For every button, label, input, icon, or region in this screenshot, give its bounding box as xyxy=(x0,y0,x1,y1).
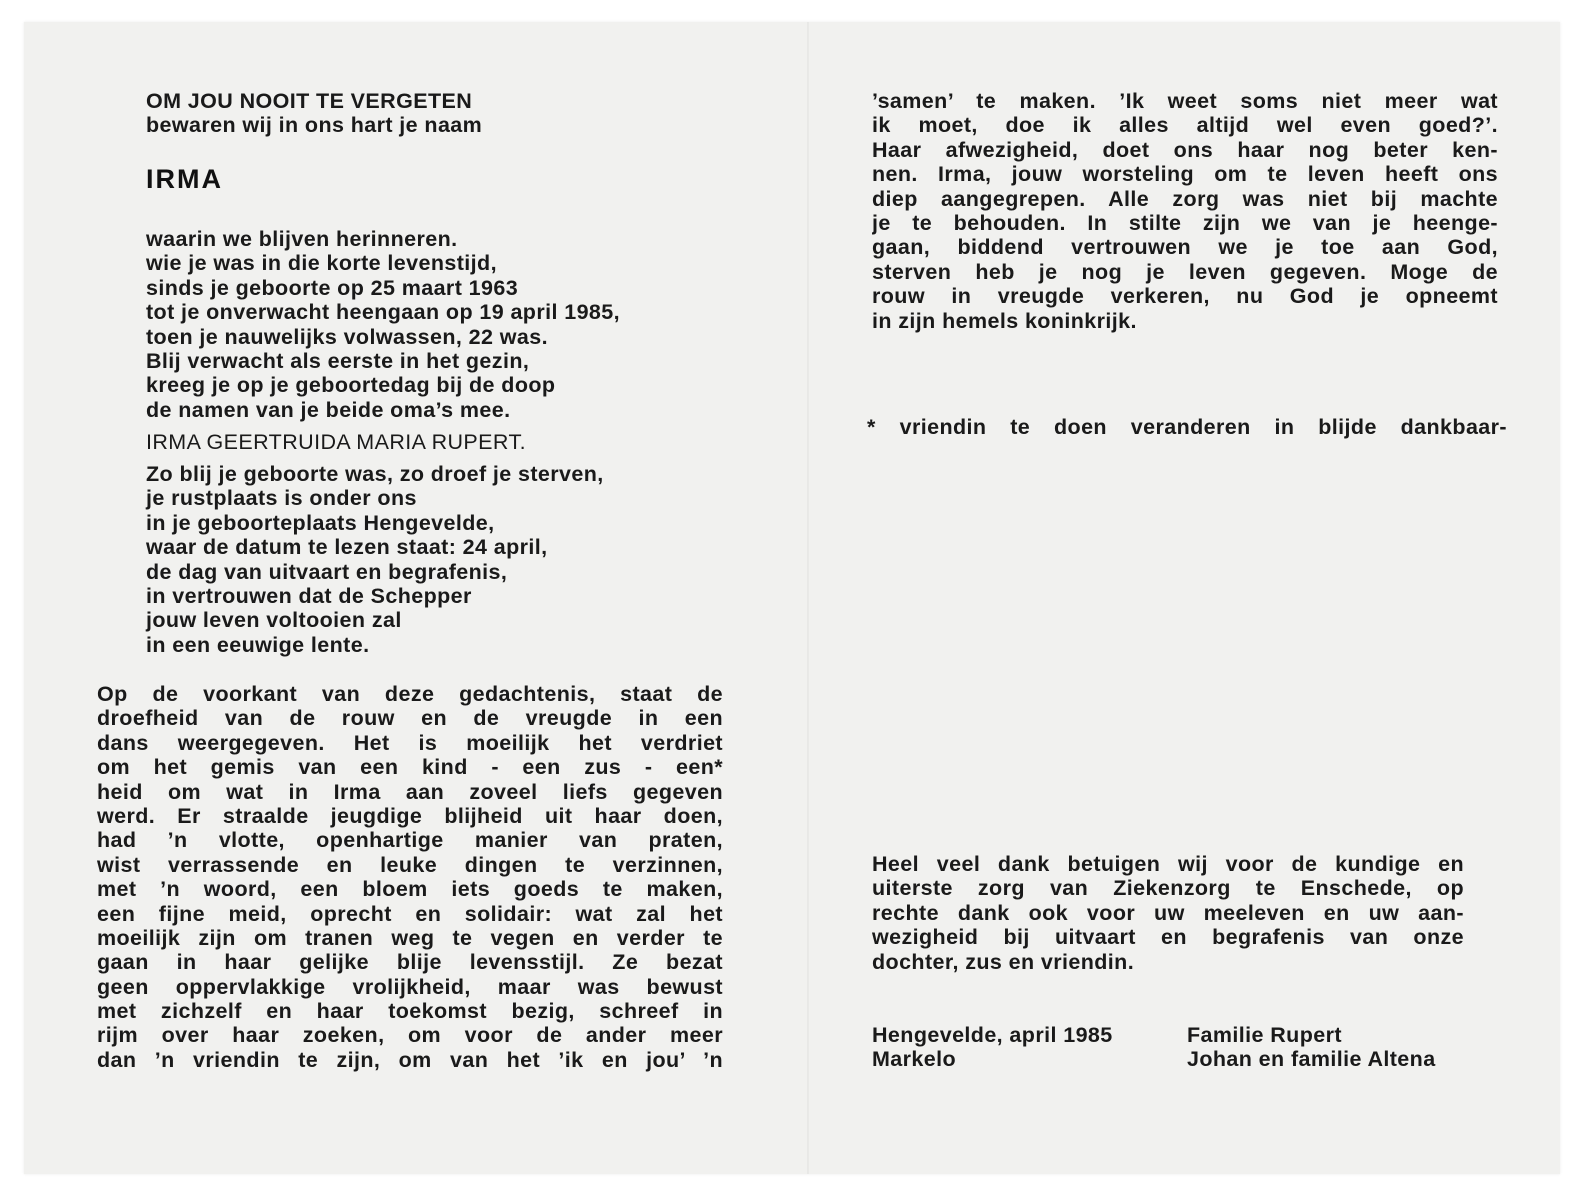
prose-line: had ’n vlotte, openhartige manier van praten, xyxy=(97,828,723,853)
memorial-card xyxy=(24,22,1560,1174)
poem-line: waar de datum te lezen staat: 24 april, xyxy=(146,535,548,560)
poem-line: kreeg je op je geboortedag bij de doop xyxy=(146,373,556,398)
poem-line: in je geboorteplaats Hengevelde, xyxy=(146,510,495,535)
poem-line: tot je onverwacht heengaan op 19 april 1985, xyxy=(146,300,621,325)
poem-line: de dag van uitvaart en begrafenis, xyxy=(146,559,508,584)
place-date xyxy=(872,1023,1113,1072)
prose-line: moeilijk zijn om tranen weg te vegen en verder te xyxy=(97,925,723,950)
place-date-line: Hengevelde, april 1985 xyxy=(872,1023,1113,1047)
prose-line: dans weergegeven. Het is moeilijk het verdriet xyxy=(97,730,723,755)
poem-line: je rustplaats is onder ons xyxy=(146,486,417,511)
thanks-line: rechte dank ook voor uw meeleven en uw aan- xyxy=(872,900,1464,925)
prose-line: met ’n woord, een bloem iets goeds te maken, xyxy=(97,877,723,902)
prose-line: rijm over haar zoeken, om voor de ander meer xyxy=(97,1023,723,1048)
family-line: Johan en familie Altena xyxy=(1187,1047,1436,1072)
prose-line: geen oppervlakkige vrolijkheid, maar was bewust xyxy=(97,974,723,999)
heading-line: OM JOU NOOIT TE VERGETEN xyxy=(146,89,473,113)
prose-line: diep aangegrepen. Alle zorg was niet bij machte xyxy=(872,186,1498,211)
prose-line: rouw in vreugde verkeren, nu God je opneemt xyxy=(872,284,1498,309)
poem-line: de namen van je beide oma’s mee. xyxy=(146,397,511,422)
poem-block-2 xyxy=(146,462,604,657)
poem-line: Zo blij je geboorte was, zo droef je sterven, xyxy=(146,462,604,486)
prose-line: wist verrassende en leuke dingen te verzinnen, xyxy=(97,852,723,877)
prose-line: met zichzelf en haar toekomst bezig, schreef in xyxy=(97,999,723,1024)
heading-line: bewaren wij in ons hart je naam xyxy=(146,113,483,138)
prose-line: werd. Er straalde jeugdige blijheid uit haar doen, xyxy=(97,803,723,828)
card-fold xyxy=(807,22,809,1174)
place-date-line: Markelo xyxy=(872,1047,957,1072)
poem-line: in een eeuwige lente. xyxy=(146,632,370,657)
heading-block xyxy=(146,89,482,138)
prose-line: een fijne meid, oprecht en solidair: wat zal het xyxy=(97,901,723,926)
thanks-line: wezigheid bij uitvaart en begrafenis van onze xyxy=(872,925,1464,950)
thanks-block xyxy=(872,852,1464,974)
poem-block-1 xyxy=(146,227,620,422)
prose-line: Haar afwezigheid, doet ons haar nog beter ken- xyxy=(872,137,1498,162)
poem-line: sinds je geboorte op 25 maart 1963 xyxy=(146,275,519,300)
footnote-line: * vriendin te doen veranderen in blijde dankbaar- xyxy=(867,415,1507,439)
family-line: Familie Rupert xyxy=(1187,1023,1342,1047)
poem-line: Blij verwacht als eerste in het gezin, xyxy=(146,349,530,374)
prose-line: in zijn hemels koninkrijk. xyxy=(872,308,1137,333)
prose-line: je te behouden. In stilte zijn we van je heenge- xyxy=(872,210,1498,235)
prose-line: Op de voorkant van deze gedachtenis, staat de xyxy=(97,682,723,706)
thanks-line: uiterste zorg van Ziekenzorg te Enschede, op xyxy=(872,876,1464,901)
prose-line: nen. Irma, jouw worsteling om te leven heeft ons xyxy=(872,162,1498,187)
poem-line: in vertrouwen dat de Schepper xyxy=(146,584,472,609)
poem-line: jouw leven voltooien zal xyxy=(146,608,402,633)
prose-line: gaan in haar gelijke blije levensstijl. Ze bezat xyxy=(97,950,723,975)
poem-line: waarin we blijven herinneren. xyxy=(146,227,458,251)
prose-line: sterven heb je nog je leven gegeven. Moge de xyxy=(872,259,1498,284)
prose-block-left xyxy=(97,682,723,1072)
prose-block-right xyxy=(872,89,1498,333)
poem-line: wie je was in die korte levenstijd, xyxy=(146,251,497,276)
deceased-name: IRMA xyxy=(146,164,223,194)
prose-line: ’samen’ te maken. ’Ik weet soms niet meer wat xyxy=(872,89,1498,113)
full-name-line: IRMA GEERTRUIDA MARIA RUPERT. xyxy=(146,430,526,454)
full-name xyxy=(146,430,526,454)
prose-line: ik moet, doe ik alles altijd wel even goed?’. xyxy=(872,113,1498,138)
prose-line: gaan, biddend vertrouwen we je toe aan God, xyxy=(872,235,1498,260)
prose-line: heid om wat in Irma aan zoveel liefs gegeven xyxy=(97,779,723,804)
prose-line: dan ’n vriendin te zijn, om van het ’ik en jou’ ’n xyxy=(97,1047,723,1072)
prose-line: om het gemis van een kind - een zus - een* xyxy=(97,755,723,780)
prose-line: droefheid van de rouw en de vreugde in een xyxy=(97,706,723,731)
family-signature xyxy=(1187,1023,1436,1072)
footnote xyxy=(867,415,1507,439)
thanks-line: dochter, zus en vriendin. xyxy=(872,949,1135,974)
thanks-line: Heel veel dank betuigen wij voor de kundige en xyxy=(872,852,1464,876)
poem-line: toen je nauwelijks volwassen, 22 was. xyxy=(146,324,548,349)
